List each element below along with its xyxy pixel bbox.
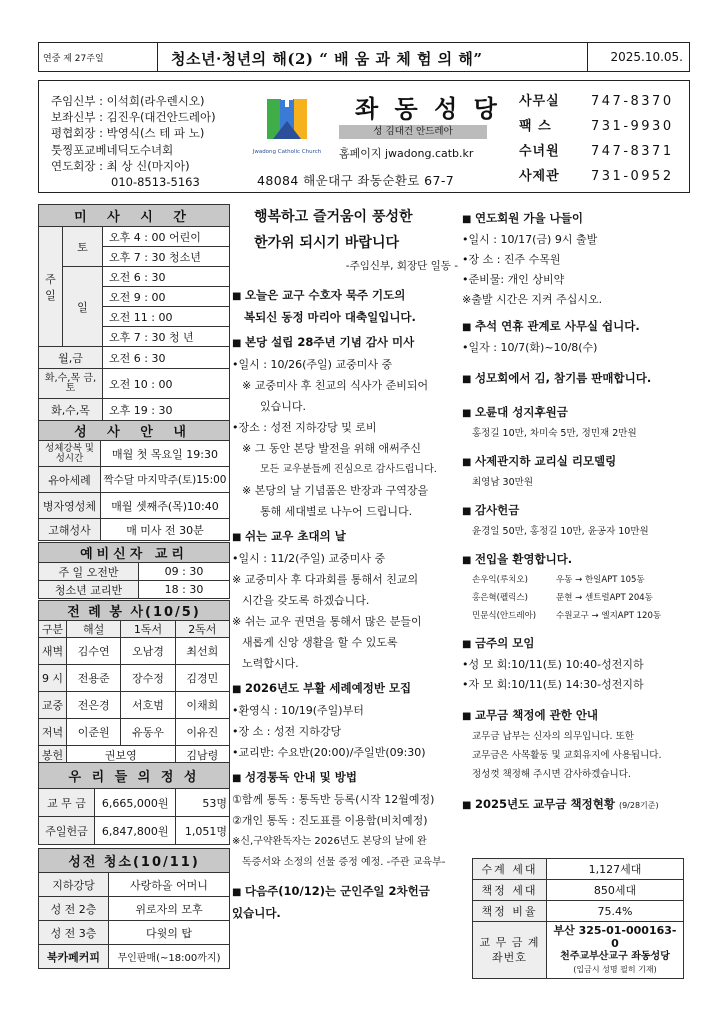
office-label: 사제관 (519, 169, 560, 184)
cleaning-area: 북카페커피 (39, 945, 109, 969)
staff-list (51, 93, 216, 190)
sunday-day-label: 일 (63, 267, 103, 347)
notice-line: ※ 그 동안 본당 발전을 위해 애써주신 (242, 442, 421, 455)
staff-line: 주임신부 : 이석희(라우렌시오) (51, 94, 205, 108)
weekday-label: 화,수,목 금,토 (39, 369, 103, 399)
altar-name: 유동우 (121, 719, 175, 746)
transfer-row (462, 571, 690, 589)
altar-name: 김남령 (175, 746, 229, 764)
transfer-row (462, 589, 690, 607)
notice-line: •일자 : 10/7(화)~10/8(수) (462, 341, 598, 354)
notice-line: •일시 : 11/2(주일) 교중미사 중 (232, 552, 386, 565)
sacrament-label: 병자영성체 (39, 493, 101, 519)
notice-line: •일시 : 10/26(주일) 교중미사 중 (232, 358, 393, 371)
altar-name: 이준원 (67, 719, 121, 746)
transfer-move: 우동 → 한일APT 105동 (556, 575, 645, 585)
tithe-value: 850세대 (547, 880, 684, 901)
staff-line: 평협회장 : 박영식(스 테 파 노) (51, 126, 205, 141)
mass-time: 오전 6 : 30 (103, 347, 230, 369)
mass-time: 오후 7 : 30 청소년 (103, 247, 230, 267)
notice-line: 시간을 갖도록 하겠습니다. (242, 594, 370, 607)
tithe-value: 1,127세대 (547, 859, 684, 880)
altar-name: 김경민 (175, 665, 229, 692)
transfer-move: 수원교구 → 엘지APT 120동 (556, 611, 662, 621)
sacrament-title: 성 사 안 내 (39, 421, 230, 441)
notice-line: 모든 교우분들께 진심으로 감사드립니다. (260, 464, 437, 475)
cleaning-group: 무인판매(~18:00까지) (109, 945, 230, 969)
theme-title (171, 48, 483, 69)
section-title: ■ 사제관지하 교리실 리모델링 (462, 451, 690, 473)
altar-name: 전용준 (67, 665, 121, 692)
mass-time: 오후 4 : 00 어린이 (103, 227, 230, 247)
class-time: 18 : 30 (139, 581, 230, 599)
altar-header: 해설 (67, 621, 121, 638)
cleaning-group: 위로자의 모후 (109, 897, 230, 921)
section-title: ■ 금주의 모임 (462, 633, 690, 655)
homepage-link[interactable]: 홈페이지 jwadong.catb.kr (339, 147, 474, 160)
weekday-label: 월,금 (39, 347, 103, 369)
staff-line: 보좌신부 : 김진우(대건안드레아) (51, 110, 216, 125)
notice-line: ※ 교중미사 후 다과회를 통해서 친교의 (232, 573, 419, 586)
altar-slot: 9 시 (39, 665, 67, 692)
transfer-name: 민문식(안드레아) (472, 611, 537, 621)
altar-slot: 봉헌 (39, 746, 67, 764)
notice-line: •자 모 회:10/11(토) 14:30-성전지하 (462, 678, 644, 691)
notice-line: 노력합시다. (242, 657, 299, 670)
section-title: ■ 오늘은 교구 수호자 묵주 기도의 (232, 285, 458, 307)
office-number: 731-0952 (591, 169, 674, 184)
section-title-cont: 복되신 동정 마리아 대축일입니다. (244, 310, 416, 324)
greeting-signature: -주임신부, 회장단 일동 - (345, 260, 458, 272)
greeting-line: 행복하고 즐거움이 풍성한 (254, 209, 413, 225)
class-label: 청소년 교리반 (39, 581, 139, 599)
altar-name: 전은경 (67, 692, 121, 719)
notice-line: 독증서와 소정의 선물 증정 예정. -주관 교육부- (242, 857, 446, 868)
catechumen-title: 예비신자 교리 (39, 543, 230, 563)
church-header (38, 80, 690, 193)
account-note: (입금시 성명 필히 기재) (573, 965, 657, 974)
offering-label: 주일헌금 (39, 817, 95, 845)
notice-line: 교무금은 사목활동 및 교회유지에 사용됩니다. (472, 750, 662, 761)
altar-name: 장수정 (121, 665, 175, 692)
altar-name: 최선희 (175, 638, 229, 665)
transfer-row (462, 607, 690, 625)
notice-line: •장소 : 성전 지하강당 및 로비 (232, 421, 377, 434)
notice-line: ※ 쉬는 교우 권면을 통해서 많은 분들이 (232, 615, 422, 628)
mass-time: 오전 6 : 30 (103, 267, 230, 287)
notice-line: •장 소 : 진주 수목원 (462, 253, 561, 266)
sacrament-value: 짝수달 마지막주(토)15:00 (101, 467, 230, 493)
offering-amount: 6,847,800원 (95, 817, 176, 845)
notice-line: ※ 교중미사 후 친교의 식사가 준비되어 (242, 379, 429, 392)
notice-line: 최영남 30만원 (472, 477, 533, 488)
middle-column (232, 204, 458, 924)
tithe-status-title: 2025년도 교무금 책정현황 (474, 797, 615, 811)
sacrament-value: 매월 셋째주(목)10:40 (101, 493, 230, 519)
cleaning-title: 성전 청소(10/11) (39, 849, 230, 873)
mass-time: 오전 9 : 00 (103, 287, 230, 307)
office-row (519, 89, 674, 114)
sacrament-label: 유아세례 (39, 467, 101, 493)
section-title (462, 794, 690, 816)
sacrament-value: 매월 첫 목요일 19:30 (101, 441, 230, 467)
staff-line: 툿찡포교베네딕도수녀회 (51, 142, 174, 157)
notice-line: •준비물: 개인 상비약 (462, 273, 565, 286)
sacrament-value: 매 미사 전 30분 (101, 519, 230, 541)
mass-time: 오후 19 : 30 (103, 399, 230, 421)
mass-time: 오후 7 : 30 청 년 (103, 327, 230, 347)
cleaning-group: 다윗의 탑 (109, 921, 230, 945)
section-title: ■ 쉬는 교우 초대의 날 (232, 526, 458, 548)
notice-line: ②개인 통독 : 진도표를 이용함(비치예정) (232, 814, 428, 827)
offering-title: 우 리 들 의 정 성 (39, 763, 230, 789)
issue-label: 연중 제 27주일 (43, 54, 104, 64)
account-number: 부산 325-01-000163-0 (553, 924, 677, 950)
tithe-status-date: (9/28기준) (618, 801, 659, 810)
catechumen-table (38, 542, 230, 599)
office-label: 사무실 (519, 94, 560, 109)
altar-name: 서호범 (121, 692, 175, 719)
account-label: 교 무 금 계좌번호 (473, 922, 547, 979)
notice-line: 교무금 납부는 신자의 의무입니다. 또한 (472, 731, 634, 742)
altar-header: 2독서 (175, 621, 229, 638)
saturday-label: 토 (63, 227, 103, 267)
notice-line: 정성껏 책정해 주시면 감사하겠습니다. (472, 769, 631, 780)
mass-time: 오전 11 : 00 (103, 307, 230, 327)
altar-slot: 저녁 (39, 719, 67, 746)
notice-line: ※출발 시간은 지켜 주십시오. (462, 293, 603, 306)
office-row (519, 139, 674, 164)
altar-name: 이채희 (175, 692, 229, 719)
theme-prefix: 청소년·청년의 해(2) (171, 50, 314, 68)
cleaning-group: 사랑하올 어머니 (109, 873, 230, 897)
notice-line: •일시 : 10/17(금) 9시 출발 (462, 233, 598, 246)
offering-count: 1,051명 (176, 817, 230, 845)
altar-name: 이유진 (175, 719, 229, 746)
section-title: ■ 감사헌금 (462, 500, 690, 522)
altar-header: 구분 (39, 621, 67, 638)
weekday-label: 화,수,목 (39, 399, 103, 421)
greeting-line: 한가위 되시기 바랍니다 (254, 235, 399, 251)
cleaning-area: 지하강당 (39, 873, 109, 897)
right-column (462, 204, 690, 816)
altar-header: 1독서 (121, 621, 175, 638)
section-title: ■ 다음주(10/12)는 군인주일 2차헌금 (232, 881, 458, 903)
altar-name: 권보영 (67, 746, 176, 764)
notice-line: 윤경일 50만, 홍정길 10만, 윤공자 10만원 (472, 526, 649, 537)
altar-slot: 교중 (39, 692, 67, 719)
tithe-value: 75.4% (547, 901, 684, 922)
transfer-name: 홍은혁(펠릭스) (472, 593, 528, 603)
staff-phone: 010-8513-5163 (111, 175, 200, 190)
section-title: ■ 성모회에서 김, 참기름 판매합니다. (462, 368, 690, 390)
cleaning-area: 성 전 2층 (39, 897, 109, 921)
cleaning-table (38, 848, 230, 969)
logo-text: Jwadong Catholic Church (252, 149, 322, 155)
section-title-cont: 있습니다. (232, 906, 281, 920)
transfer-move: 문현 → 센트럴APT 204동 (556, 593, 653, 603)
notice-line: 있습니다. (260, 400, 307, 413)
church-logo (247, 91, 327, 159)
mass-time: 오전 10 : 00 (103, 369, 230, 399)
notice-line: ※ 본당의 날 기념품은 반장과 구역장을 (242, 484, 429, 497)
office-label: 팩 스 (519, 119, 552, 134)
section-title: ■ 성경통독 안내 및 방법 (232, 767, 458, 789)
theme-quote: “ 배 움 과 체 험 의 해” (319, 50, 483, 68)
altar-name: 오남경 (121, 638, 175, 665)
section-title: ■ 추석 연휴 관계로 사무실 쉽니다. (462, 316, 690, 338)
notice-line: ①함께 통독 : 통독반 등록(시작 12월예정) (232, 793, 435, 806)
tithe-label: 책정 비율 (473, 901, 547, 922)
divider (587, 43, 588, 71)
transfer-name: 손우익(루치오) (472, 575, 528, 585)
office-number: 747-8370 (591, 94, 674, 109)
notice-line: 통해 세대별로 나누어 드립니다. (260, 505, 413, 518)
church-subtitle: 성 김대건 안드레아 (339, 125, 487, 139)
office-label: 수녀원 (519, 144, 560, 159)
section-title: ■ 교무금 책정에 관한 안내 (462, 705, 690, 727)
church-name: 좌 동 성 당 (355, 94, 501, 123)
account-holder: 천주교부산교구 좌동성당 (560, 951, 670, 962)
offering-label: 교 무 금 (39, 789, 95, 817)
class-time: 09 : 30 (139, 563, 230, 581)
office-number: 731-9930 (591, 119, 674, 134)
office-row (519, 164, 674, 189)
issue-date: 2025.10.05. (610, 50, 683, 64)
notice-line: •성 모 회:10/11(토) 10:40-성전지하 (462, 658, 644, 671)
office-contacts (519, 89, 674, 189)
altar-slot: 새벽 (39, 638, 67, 665)
section-title: ■ 연도회원 가을 나들이 (462, 208, 690, 230)
staff-line: 연도회장 : 최 상 신(마지아) (51, 158, 190, 173)
sacrament-label: 고해성사 (39, 519, 101, 541)
tithe-label: 수계 세대 (473, 859, 547, 880)
offering-count: 53명 (176, 789, 230, 817)
top-bar (38, 42, 690, 72)
divider (157, 43, 158, 71)
section-title: ■ 2026년도 부활 세례예정반 모집 (232, 678, 458, 700)
offering-table (38, 762, 230, 845)
altar-name: 김수연 (67, 638, 121, 665)
section-title: ■ 본당 설립 28주년 기념 감사 미사 (232, 332, 458, 354)
section-title: ■ 전입을 환영합니다. (462, 549, 690, 571)
class-label: 주 일 오전반 (39, 563, 139, 581)
mass-title: 미 사 시 간 (39, 205, 230, 227)
office-row (519, 114, 674, 139)
tithe-label: 책정 세대 (473, 880, 547, 901)
sunday-label: 주일 (39, 227, 63, 347)
sacrament-table (38, 420, 230, 541)
cleaning-area: 성 전 3층 (39, 921, 109, 945)
account-info (547, 922, 684, 979)
church-address: 48084 해운대구 좌동순환로 67-7 (257, 173, 455, 188)
sacrament-label: 성체강복 및 성시간 (39, 441, 101, 467)
notice-line: •환영식 : 10/19(주일)부터 (232, 704, 364, 717)
notice-line: •장 소 : 성전 지하강당 (232, 725, 342, 738)
altar-title: 전 례 봉 사(10/5) (39, 601, 230, 621)
notice-line: 홍정길 10만, 차미숙 5만, 정민재 2만원 (472, 428, 637, 439)
notice-line: ※신,구약완독자는 2026년도 본당의 날에 완 (232, 836, 427, 847)
office-number: 747-8371 (591, 144, 674, 159)
mass-times-table (38, 204, 230, 421)
altar-service-table (38, 600, 230, 764)
notice-line: •교리반: 수요반(20:00)/주일반(09:30) (232, 746, 426, 759)
tithe-status-table (472, 858, 684, 979)
offering-amount: 6,665,000원 (95, 789, 176, 817)
notice-line: 새롭게 신앙 생활을 할 수 있도록 (242, 636, 398, 649)
section-title: ■ 오륜대 성지후원금 (462, 402, 690, 424)
